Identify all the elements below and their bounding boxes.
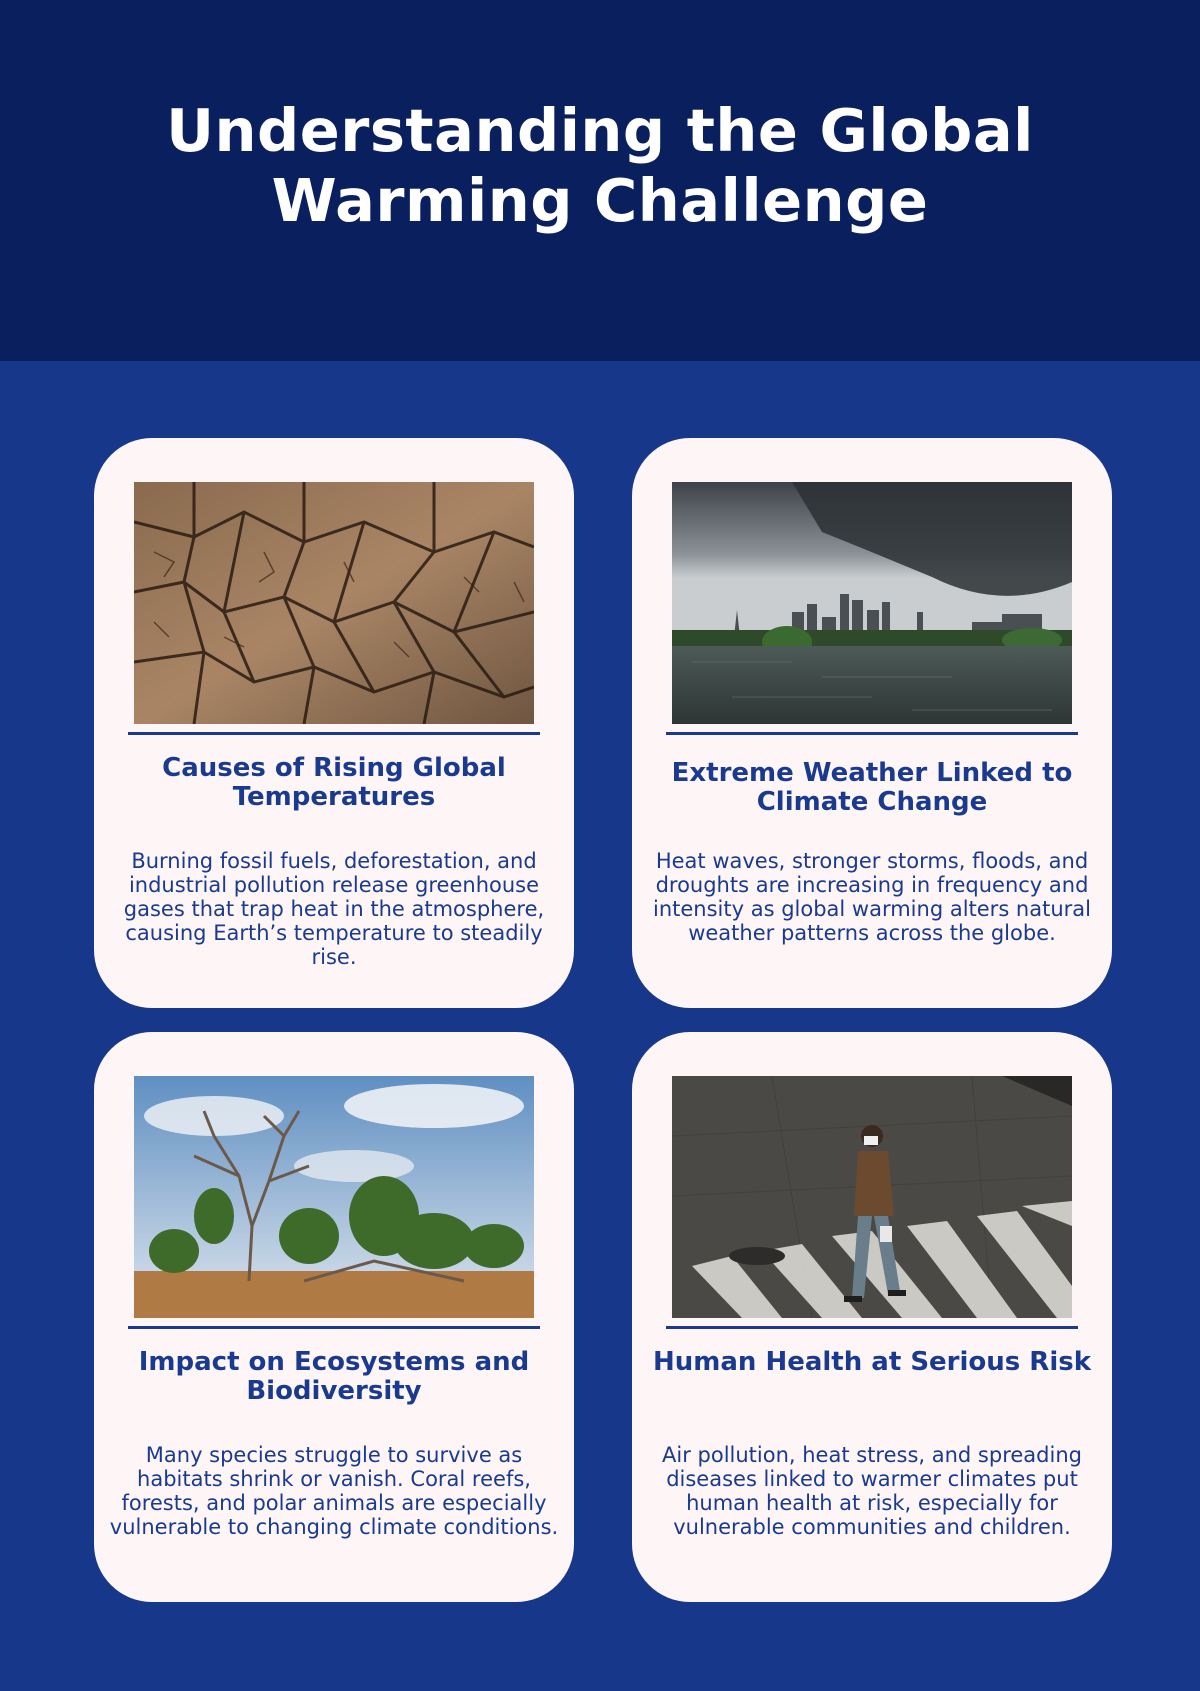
header-banner: [0, 0, 1200, 361]
card-body: Many species struggle to survive as habitats shrink or vanish. Coral reefs, forests, and polar animals are especially vulnerable to changing climate conditions.: [109, 1443, 559, 1539]
card-ecosystems: [94, 1032, 574, 1602]
title-divider: [666, 1326, 1078, 1329]
title-divider: [128, 1326, 540, 1329]
card-title: Impact on Ecosystems and Biodiversity: [138, 1347, 530, 1406]
card-body: Heat waves, stronger storms, floods, and droughts are increasing in frequency and intensity as global warming alters natural weather patterns across the globe.: [652, 849, 1091, 945]
storm-city-photo: [672, 482, 1072, 724]
card-title: Human Health at Serious Risk: [652, 1347, 1092, 1377]
card-body: Burning fossil fuels, deforestation, and industrial pollution release greenhouse gases that trap heat in the atmosphere, causing Earth’s temperature to steadily rise.: [123, 849, 545, 969]
title-divider: [128, 732, 540, 735]
card-human-health: [632, 1032, 1112, 1602]
savanna-photo: [134, 1076, 534, 1318]
card-body: Air pollution, heat stress, and spreading diseases linked to warmer climates put human health at risk, especially for vulnerable communities and children.: [662, 1443, 1082, 1539]
cracked-earth-photo: [134, 482, 534, 724]
card-title: Causes of Rising Global Temperatures: [162, 753, 506, 812]
card-extreme-weather: [632, 438, 1112, 1008]
card-causes: [94, 438, 574, 1008]
card-title: Extreme Weather Linked to Climate Change: [671, 758, 1073, 817]
page-title: Understanding the Global Warming Challenge: [166, 95, 1034, 235]
masked-person-photo: [672, 1076, 1072, 1318]
title-divider: [666, 732, 1078, 735]
